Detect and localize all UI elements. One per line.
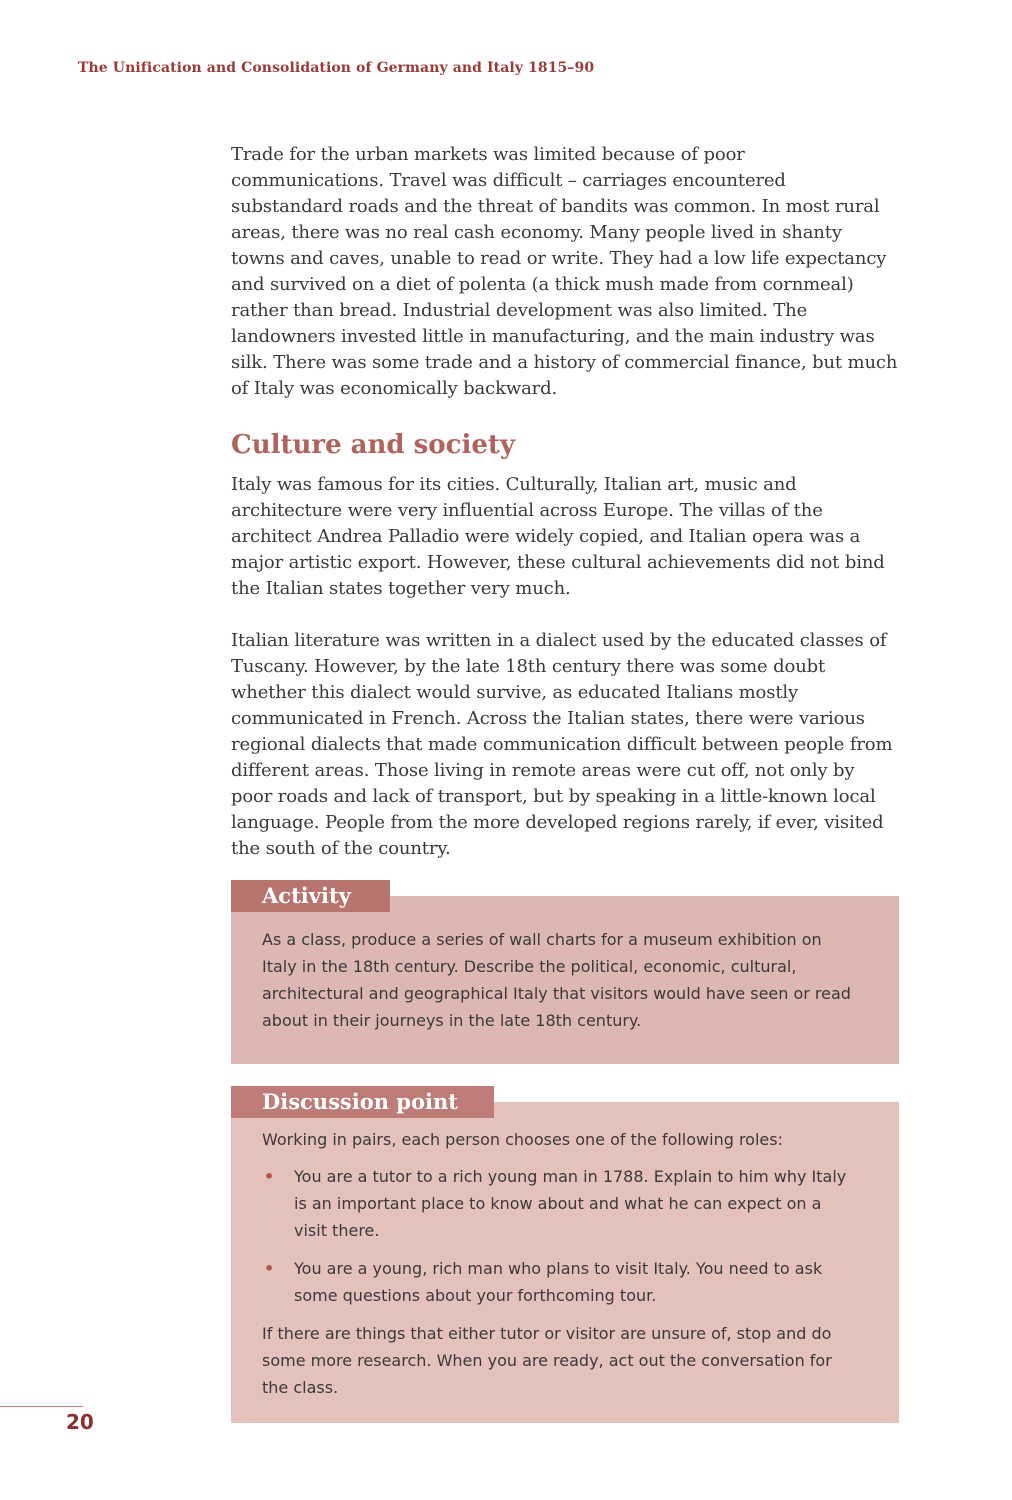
main-content	[231, 142, 899, 1423]
discussion-body	[231, 1102, 899, 1423]
discussion-title: Discussion point	[231, 1086, 494, 1118]
body-paragraph-culture: Italy was famous for its cities. Culturally, Italian art, music and architecture were very influential across Europe. The villas of the architect Andrea Palladio were widely copied, and Italian opera was a major artistic export. However, these cultural achievements did not bind the Italian states together very much.	[231, 474, 885, 599]
running-header: The Unification and Consolidation of Germany and Italy 1815–90	[78, 60, 595, 76]
footer-rule	[0, 1406, 83, 1407]
discussion-intro: Working in pairs, each person chooses one of the following roles:	[262, 1130, 783, 1149]
body-paragraph-literature: Italian literature was written in a dialect used by the educated classes of Tuscany. However, by the late 18th century there was some doubt whether this dialect would survive, as educated Italians mostly communicated in French. Across the Italian states, there were various regional dialects that made communication difficult between people from different areas. Those living in remote areas were cut off, not only by poor roads and lack of transport, but by speaking in a little-known local language. People from the more developed regions rarely, if ever, visited the south of the country.	[231, 630, 893, 859]
body-paragraph-trade: Trade for the urban markets was limited because of poor communications. Travel was difficult – carriages encountered substandard roads and the threat of bandits was common. In most rural areas, there was no real cash economy. Many people lived in shanty towns and caves, unable to read or write. They had a low life expectancy and survived on a diet of polenta (a thick mush made from cornmeal) rather than bread. Industrial development was also limited. The landowners invested little in manufacturing, and the main industry was silk. There was some trade and a history of commercial finance, but much of Italy was economically backward.	[231, 144, 898, 399]
bullet-icon: •	[264, 1167, 275, 1186]
discussion-bullet-item	[262, 1163, 859, 1244]
bullet-icon: •	[264, 1259, 275, 1278]
activity-body	[231, 896, 899, 1064]
activity-box	[231, 880, 899, 1064]
activity-title: Activity	[231, 880, 390, 912]
page-number: 20	[66, 1410, 94, 1434]
discussion-bullet-text: You are a young, rich man who plans to visit Italy. You need to ask some questions about your forthcoming tour.	[294, 1259, 823, 1305]
discussion-bullet-text: You are a tutor to a rich young man in 1788. Explain to him why Italy is an important place to know about and what he can expect on a visit there.	[294, 1167, 847, 1240]
discussion-bullet-list	[262, 1163, 859, 1309]
discussion-bullet-item	[262, 1255, 859, 1309]
discussion-outro: If there are things that either tutor or visitor are unsure of, stop and do some more research. When you are ready, act out the conversation for the class.	[262, 1324, 832, 1397]
discussion-box	[231, 1086, 899, 1423]
activity-text: As a class, produce a series of wall charts for a museum exhibition on Italy in the 18th century. Describe the political, economic, cultural, architectural and geographical Italy that visitors would have seen or read about in their journeys in the late 18th century.	[262, 930, 851, 1030]
section-heading-culture: Culture and society	[231, 430, 516, 460]
